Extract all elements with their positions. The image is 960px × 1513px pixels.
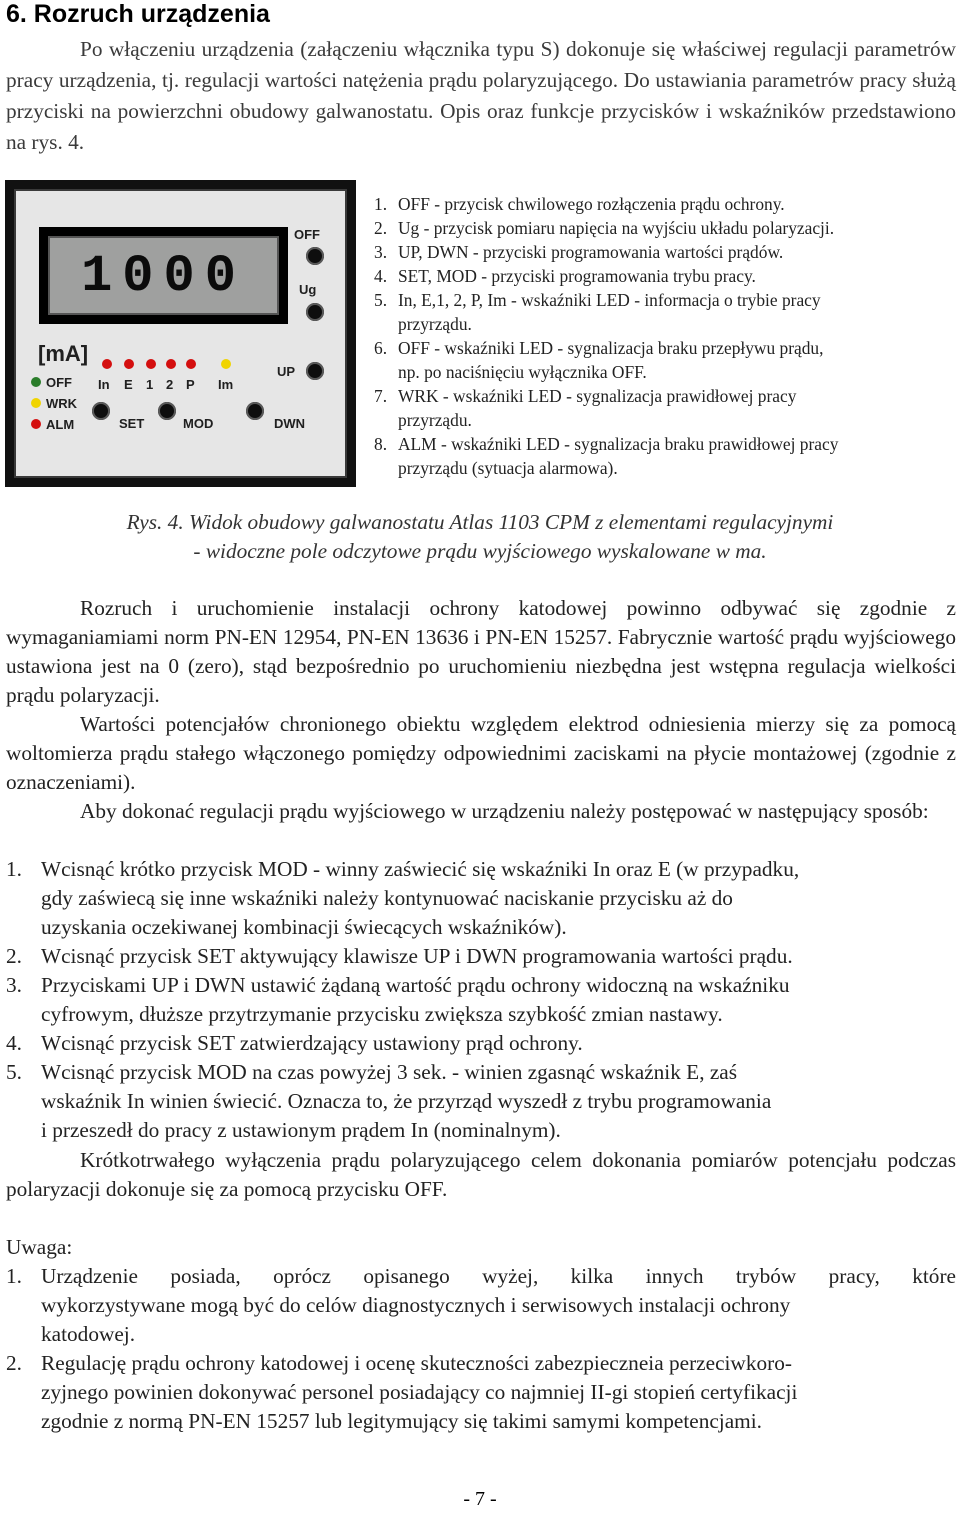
led-p-indicator	[186, 359, 196, 369]
led-1-indicator	[146, 359, 156, 369]
led-off-indicator	[31, 377, 41, 387]
procedure-step: 2. Wcisnąć przycisk SET aktywujący klawisze UP i DWN programowania wartości prądu.	[6, 944, 793, 968]
note-heading: Uwaga:	[6, 1235, 73, 1259]
procedure-step: 1. Wcisnąć krótko przycisk MOD - winny zaświecić się wskaźniki In oraz E (w przypadku, gdy zaświecą się inne wskaźniki należy kontynuować naciskanie przycisku aż do uzyskania oczekiwanej kombinacji świecących wskaźników).	[6, 857, 800, 939]
legend-item: 6. OFF - wskaźniki LED - sygnalizacja braku przepływu prądu, np. po naciśnięciu wyłącznika OFF.	[374, 338, 824, 382]
status-label-wrk: WRK	[46, 396, 78, 411]
led-label-e: E	[124, 377, 133, 392]
intro-paragraph: Po włączeniu urządzenia (załączeniu włącznika typu S) dokonuje się właściwej regulacji parametrów pracy urządzenia, tj. regulacji wartości natężenia prądu polaryzującego. Do ustawiania parametrów pracy służą przyciski na powierzchni obudowy galwanostatu. Opis oraz funkcje przycisków i wskaźników przedstawiono na rys. 4.	[6, 37, 956, 154]
led-label-p: P	[186, 377, 195, 392]
set-button	[92, 402, 110, 420]
unit-label: [mA]	[38, 341, 89, 366]
led-e-indicator	[124, 359, 134, 369]
set-button-label: SET	[119, 416, 145, 431]
figure-caption	[0, 508, 960, 566]
paragraph-startup: Rozruch i uruchomienie instalacji ochrony katodowej powinno odbywać się zgodnie z wymaganiamiami norm PN-EN 12954, PN-EN 13636 i PN-EN 15257. Fabrycznie wartość prądu wyjściowego ustawiona jest na 0 (zero), stąd bezpośrednio po uruchomieniu niezbędna jest wstępna regulacja wielkości prądu polaryzacji.	[6, 596, 956, 707]
legend-item: 3. UP, DWN - przyciski programowania wartości prądów.	[374, 242, 784, 262]
led-label-1: 1	[146, 377, 154, 392]
led-alm-indicator	[31, 419, 41, 429]
procedure-step: 3. Przyciskami UP i DWN ustawić żądaną wartość prądu ochrony widoczną na wskaźniku cyfrowym, dłuższe przytrzymanie przycisku zwiększa szybkość zmian nastawy.	[6, 973, 790, 1026]
off-button	[306, 247, 324, 265]
legend-item: 2. Ug - przycisk pomiaru napięcia na wyjściu układu polaryzacji.	[374, 218, 835, 238]
paragraph-procedure-intro: Aby dokonać regulacji prądu wyjściowego w urządzeniu należy postępować w następujący sposób:	[80, 799, 929, 823]
status-label-off: OFF	[46, 375, 72, 390]
procedure-step: 4. Wcisnąć przycisk SET zatwierdzający ustawiony prąd ochrony.	[6, 1031, 583, 1055]
led-label-2: 2	[166, 377, 174, 392]
section-title: 6. Rozruch urządzenia	[6, 0, 270, 28]
mod-button	[158, 402, 176, 420]
mod-button-label: MOD	[183, 416, 214, 431]
legend-item: 8. ALM - wskaźniki LED - sygnalizacja braku prawidłowej pracy przyrządu (sytuacja alarmowa).	[374, 434, 839, 478]
digital-display	[39, 227, 288, 324]
off-button-label: OFF	[294, 227, 320, 242]
note-item: 2. Regulację prądu ochrony katodowej i ocenę skuteczności zabezpieczneia perzeciwkoro- zyjnego powinien dokonywać personel posiadający co najmniej II-gi stopień certyfikacji zgodnie z normą PN-EN 15257 lub legitymujący się takimi samymi kompetencjami.	[6, 1351, 798, 1433]
led-wrk-indicator	[31, 398, 41, 408]
legend-item: 4. SET, MOD - przyciski programowania trybu pracy.	[374, 266, 756, 286]
paragraph-potentials: Wartości potencjałów chronionego obiektu względem elektrod odniesienia mierzy się za pomocą woltomierza prądu stałego włączonego pomiędzy odpowiednimi zaciskami na płycie montażowej (zgodnie z oznaczeniami).	[6, 712, 956, 794]
up-button	[306, 362, 324, 380]
legend-item: 5. In, E,1, 2, P, Im - wskaźniki LED - informacja o trybie pracy przyrządu.	[374, 290, 821, 334]
led-in-indicator	[102, 359, 112, 369]
legend-item: 1. OFF - przycisk chwilowego rozłączenia prądu ochrony.	[374, 194, 785, 214]
device-panel-figure	[5, 180, 356, 487]
dwn-button-label: DWN	[274, 416, 306, 431]
legend-item: 7. WRK - wskaźniki LED - sygnalizacja prawidłowej pracy przyrządu.	[374, 386, 797, 430]
procedure-step: 5. Wcisnąć przycisk MOD na czas powyżej 3 sek. - winien zgasnąć wskaźnik E, zaś wskaźnik In winien świecić. Oznacza to, że przyrząd wyszedł z trybu programowania i przeszedł do pracy z ustawionym prądem In (nominalnym).	[6, 1060, 772, 1142]
led-2-indicator	[166, 359, 176, 369]
caption-line-1: Rys. 4. Widok obudowy galwanostatu Atlas 1103 CPM z elementami regulacyjnymi	[126, 510, 834, 534]
status-label-alm: ALM	[46, 417, 75, 432]
note-item: 1. Urządzenie posiada, oprócz opisanego wyżej, kilka innych trybów pracy, które wykorzystywane mogą być do celów diagnostycznych i serwisowych instalacji ochrony katodowej.	[6, 1264, 956, 1346]
caption-line-2: - widoczne pole odczytowe prądu wyjściowego wyskalowane w ma.	[193, 539, 767, 563]
led-label-im: Im	[218, 377, 234, 392]
paragraph-off-button: Krótkotrwałego wyłączenia prądu polaryzującego celem dokonania pomiarów potencjału podczas polaryzacji dokonuje się za pomocą przycisku OFF.	[6, 1148, 956, 1201]
page-number: - 7 -	[463, 1488, 497, 1510]
up-button-label: UP	[277, 364, 296, 379]
led-im-indicator	[221, 359, 231, 369]
ug-button-label: Ug	[299, 282, 317, 297]
ug-button	[306, 303, 324, 321]
display-value: 1000	[48, 236, 279, 315]
led-label-in: In	[98, 377, 110, 392]
dwn-button	[246, 402, 264, 420]
